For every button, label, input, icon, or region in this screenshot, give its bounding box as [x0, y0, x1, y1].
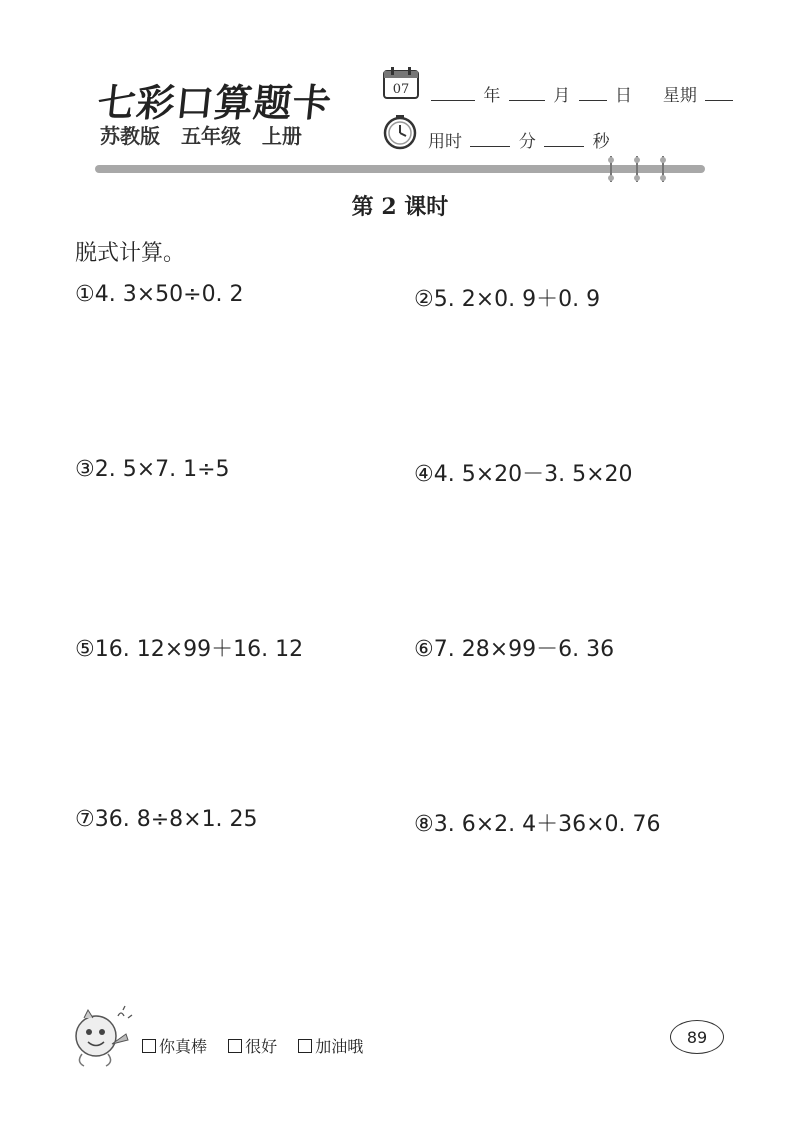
problem-1: ①4. 3×50÷0. 2: [75, 282, 244, 307]
rating-option-good[interactable]: [228, 1034, 277, 1057]
month-blank[interactable]: [509, 86, 545, 101]
binder-ring-icon: [659, 156, 667, 182]
clock-icon: [382, 114, 418, 150]
year-blank[interactable]: [431, 86, 475, 101]
problem-6: ⑥7. 28×99－6. 36: [414, 637, 615, 662]
checkbox-icon[interactable]: [228, 1039, 242, 1053]
checkbox-icon[interactable]: [142, 1039, 156, 1053]
page-number: 89: [670, 1020, 724, 1054]
calendar-icon: [382, 66, 420, 100]
checkbox-icon[interactable]: [298, 1039, 312, 1053]
rating-label: 你真棒: [159, 1037, 208, 1056]
minute-blank[interactable]: [470, 132, 510, 147]
instruction-text: 脱式计算。: [75, 241, 186, 266]
rating-label: 加油哦: [315, 1037, 364, 1056]
problem-3: ③2. 5×7. 1÷5: [75, 457, 230, 482]
problem-2: ②5. 2×0. 9＋0. 9: [414, 287, 601, 312]
date-fields: [428, 81, 736, 106]
lesson-title: 第 2 课时: [351, 194, 449, 220]
binder-ring-icon: [633, 156, 641, 182]
problem-7: ⑦36. 8÷8×1. 25: [75, 807, 258, 832]
second-label: 秒: [592, 132, 610, 152]
edition-label: 苏教版 五年级 上册: [100, 124, 302, 148]
binder-ring-icon: [607, 156, 615, 182]
month-label: 月: [553, 86, 571, 106]
rating-label: 很好: [245, 1037, 278, 1056]
time-fields: [428, 127, 610, 152]
year-label: 年: [483, 86, 501, 106]
weekday-blank[interactable]: [705, 86, 733, 101]
weekday-label: 星期: [662, 86, 697, 106]
day-blank[interactable]: [579, 86, 607, 101]
problem-4: ④4. 5×20－3. 5×20: [414, 462, 633, 487]
rating-option-great[interactable]: [142, 1034, 207, 1057]
minute-label: 分: [518, 132, 536, 152]
self-rating: [142, 1034, 379, 1057]
mascot-icon: [68, 1004, 134, 1068]
calendar-day-text: 07: [392, 82, 410, 97]
rating-option-keep-going[interactable]: [298, 1034, 363, 1057]
day-label: 日: [615, 86, 633, 106]
second-blank[interactable]: [544, 132, 584, 147]
problem-8: ⑧3. 6×2. 4＋36×0. 76: [414, 812, 661, 837]
time-prefix-label: 用时: [428, 132, 462, 152]
brand-logo: 七彩口算题卡: [95, 80, 335, 125]
problem-5: ⑤16. 12×99＋16. 12: [75, 637, 304, 662]
